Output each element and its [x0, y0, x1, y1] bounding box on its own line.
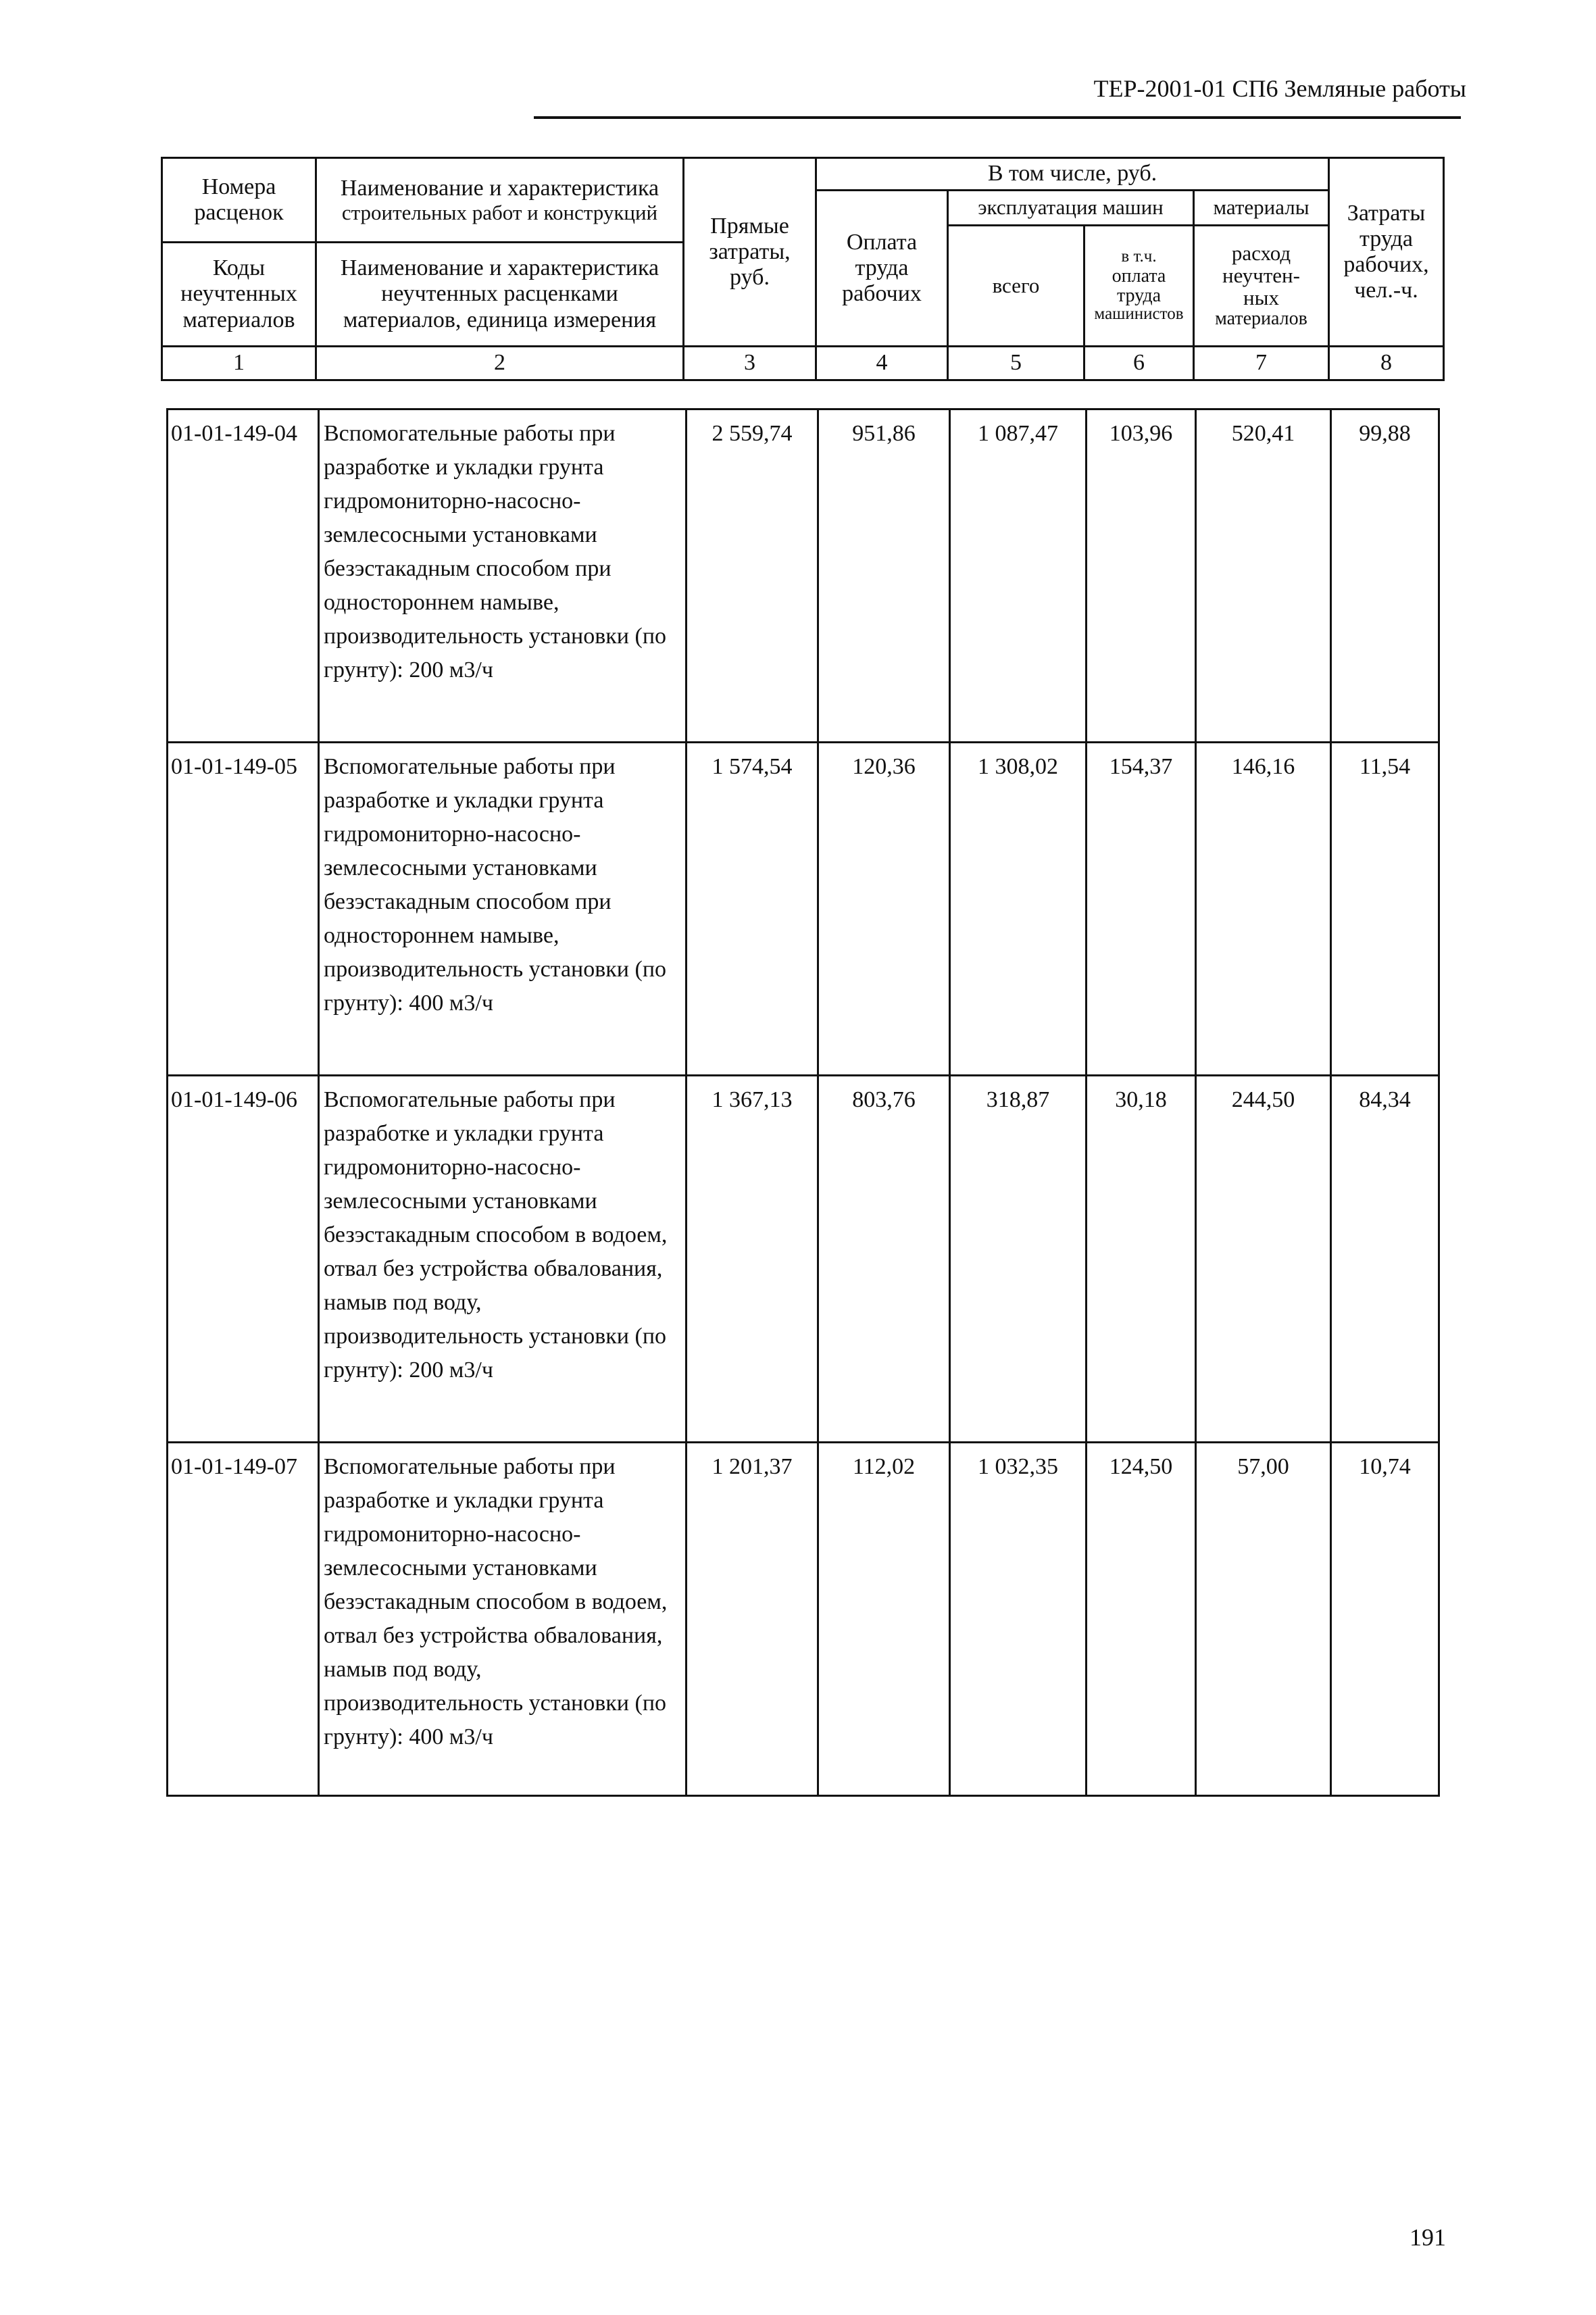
header-labor-pay-line2: труда	[855, 255, 909, 280]
materials-cost: 146,16	[1196, 743, 1331, 1076]
rates-table	[166, 408, 1440, 1797]
table-header	[161, 157, 1445, 381]
header-work-name	[317, 159, 682, 241]
rate-code: 01-01-149-07	[168, 1443, 319, 1796]
header-machines-label: эксплуатация машин	[978, 195, 1164, 220]
labor-pay: 803,76	[818, 1076, 950, 1443]
header-labor-pay	[817, 191, 947, 345]
header-labor-pay-line1: Оплата	[846, 229, 918, 255]
machines-total: 1 308,02	[950, 743, 1087, 1076]
header-material-codes-line2: неучтенных	[180, 281, 297, 307]
header-material-name-line2: неучтенных расценками	[381, 281, 618, 307]
direct-costs: 1 367,13	[687, 1076, 818, 1443]
header-including-group	[817, 159, 1328, 189]
header-machinist-pay	[1085, 226, 1193, 345]
header-machinist-pay-line3: труда	[1116, 285, 1162, 306]
rate-code: 01-01-149-06	[168, 1076, 319, 1443]
table-row	[168, 1443, 1439, 1796]
header-direct-costs	[684, 159, 815, 345]
header-work-name-line1: Наименование и характеристика	[340, 175, 659, 201]
table-row	[168, 409, 1439, 743]
header-labor-hours-line4: чел.-ч.	[1354, 278, 1418, 303]
header-machinist-pay-line2: оплата	[1112, 265, 1166, 287]
machinist-pay: 103,96	[1087, 409, 1196, 743]
machines-total: 1 087,47	[950, 409, 1087, 743]
header-number-2: 2	[494, 350, 505, 376]
header-number-7: 7	[1255, 350, 1267, 376]
header-border-right	[1443, 157, 1445, 381]
header-unaccounted-materials	[1195, 226, 1328, 345]
running-header: ТЕР-2001-01 СП6 Земляные работы	[1093, 75, 1466, 102]
machinist-pay: 30,18	[1087, 1076, 1196, 1443]
header-direct-costs-line2: затраты,	[709, 239, 791, 264]
machinist-pay: 154,37	[1087, 743, 1196, 1076]
header-machinist-pay-line4: машинистов	[1094, 305, 1184, 324]
header-work-name-line2: строительных работ и конструкций	[341, 200, 658, 224]
labor-hours: 10,74	[1331, 1443, 1439, 1796]
header-materials-group	[1195, 191, 1328, 224]
labor-pay: 951,86	[818, 409, 950, 743]
header-labor-hours-line1: Затраты	[1347, 200, 1426, 226]
labor-hours: 11,54	[1331, 743, 1439, 1076]
header-unaccounted-line4: материалов	[1215, 308, 1307, 330]
header-direct-costs-line1: Прямые	[710, 213, 789, 239]
header-rate-numbers-line2: расценок	[194, 200, 284, 225]
rate-code: 01-01-149-04	[168, 409, 319, 743]
work-description: Вспомогательные работы при разработке и укладки грунта гидромониторно-насосно-землесосными установками безэстакадным способом при одностороннем намыве, производительность установки (по грунту): 200 м3/ч	[319, 409, 687, 743]
labor-hours: 99,88	[1331, 409, 1439, 743]
header-number-1: 1	[233, 350, 245, 376]
materials-cost: 57,00	[1196, 1443, 1331, 1796]
direct-costs: 1 201,37	[687, 1443, 818, 1796]
header-machines-group	[949, 191, 1193, 224]
direct-costs: 1 574,54	[687, 743, 818, 1076]
header-including-label: В том числе, руб.	[987, 161, 1157, 186]
header-rate-numbers	[163, 159, 315, 241]
header-material-codes	[163, 243, 315, 345]
header-labor-hours-line3: рабочих,	[1343, 252, 1429, 277]
labor-hours: 84,34	[1331, 1076, 1439, 1443]
header-rule	[534, 116, 1461, 119]
header-unaccounted-line3: ных	[1243, 285, 1279, 309]
header-unaccounted-line2: неучтен-	[1222, 264, 1300, 288]
header-number-3: 3	[744, 350, 755, 376]
machines-total: 318,87	[950, 1076, 1087, 1443]
labor-pay: 112,02	[818, 1443, 950, 1796]
machinist-pay: 124,50	[1087, 1443, 1196, 1796]
header-rate-numbers-line1: Номера	[201, 174, 276, 199]
header-number-6: 6	[1133, 350, 1145, 376]
header-material-name	[317, 243, 682, 345]
header-machines-total	[949, 226, 1083, 345]
header-material-codes-line1: Коды	[212, 255, 266, 281]
header-labor-hours-line2: труда	[1359, 226, 1414, 251]
table-row	[168, 743, 1439, 1076]
header-number-5: 5	[1010, 350, 1022, 376]
header-number-4: 4	[876, 350, 888, 376]
materials-cost: 244,50	[1196, 1076, 1331, 1443]
work-description: Вспомогательные работы при разработке и укладки грунта гидромониторно-насосно-землесосными установками безэстакадным способом в водоем, отвал без устройства обвалования, намыв под воду, производительность установки (по грунту): 200 м3/ч	[319, 1076, 687, 1443]
header-number-8: 8	[1380, 350, 1392, 376]
header-labor-hours	[1330, 159, 1443, 345]
table-row	[168, 1076, 1439, 1443]
header-machinist-pay-line1: в т.ч.	[1121, 247, 1157, 266]
machines-total: 1 032,35	[950, 1443, 1087, 1796]
work-description: Вспомогательные работы при разработке и укладки грунта гидромониторно-насосно-землесосными установками безэстакадным способом в водоем, отвал без устройства обвалования, намыв под воду, производительность установки (по грунту): 400 м3/ч	[319, 1443, 687, 1796]
header-machines-total-label: всего	[992, 273, 1040, 297]
header-materials-label: материалы	[1213, 195, 1310, 220]
header-unaccounted-line1: расход	[1231, 241, 1291, 266]
header-border-bottom	[161, 379, 1445, 381]
materials-cost: 520,41	[1196, 409, 1331, 743]
work-description: Вспомогательные работы при разработке и укладки грунта гидромониторно-насосно-землесосными установками безэстакадным способом при одностороннем намыве, производительность установки (по грунту): 400 м3/ч	[319, 743, 687, 1076]
rate-code: 01-01-149-05	[168, 743, 319, 1076]
page-number: 191	[1410, 2224, 1446, 2251]
labor-pay: 120,36	[818, 743, 950, 1076]
header-labor-pay-line3: рабочих	[842, 281, 922, 307]
direct-costs: 2 559,74	[687, 409, 818, 743]
header-direct-costs-line3: руб.	[730, 265, 770, 291]
header-material-name-line3: материалов, единица измерения	[343, 307, 657, 332]
header-material-codes-line3: материалов	[182, 307, 295, 332]
header-material-name-line1: Наименование и характеристика	[340, 255, 659, 281]
